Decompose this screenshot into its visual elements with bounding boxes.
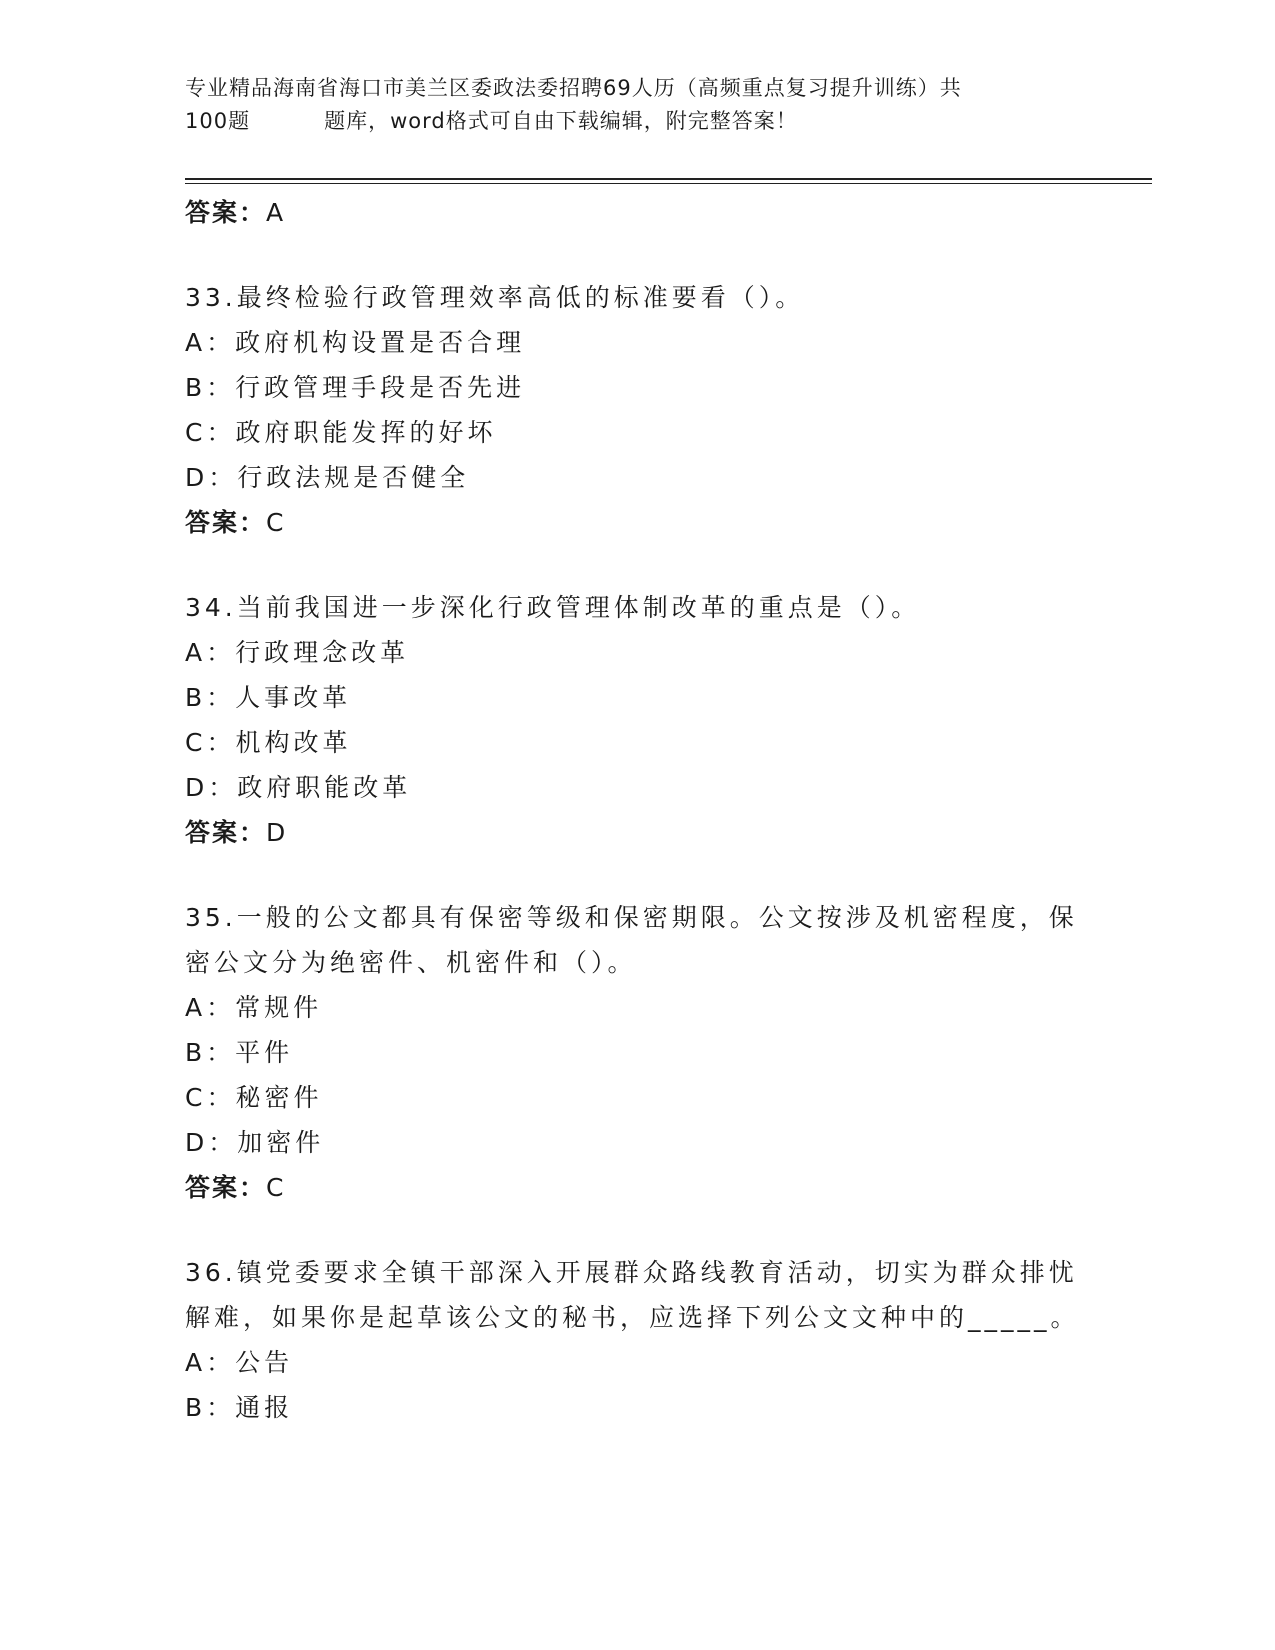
question-stem: 34.当前我国进一步深化行政管理体制改革的重点是（）。 (185, 593, 921, 622)
option-b: B：人事改革 (185, 683, 352, 712)
question-stem-line-1: 36.镇党委要求全镇干部深入开展群众路线教育活动，切实为群众排忧 (185, 1258, 1078, 1287)
question-stem-line-2: 解难，如果你是起草该公文的秘书，应选择下列公文文种中的_____。 (185, 1303, 1080, 1332)
option-a: A：常规件 (185, 993, 323, 1022)
option-d: D：加密件 (185, 1128, 325, 1157)
answer-value: C (266, 508, 286, 537)
answer-value: C (266, 1173, 286, 1202)
option-a: A：公告 (185, 1348, 294, 1377)
question-33 (185, 275, 1085, 545)
option-a: A：政府机构设置是否合理 (185, 328, 526, 357)
header-divider-thick (185, 178, 1152, 180)
header-question-count: 100题 (185, 109, 251, 133)
answer-value: D (266, 818, 288, 847)
option-a: A：行政理念改革 (185, 638, 410, 667)
answer-value: A (266, 198, 286, 227)
option-c: C：政府职能发挥的好坏 (185, 418, 497, 447)
option-b: B：通报 (185, 1393, 294, 1422)
document-body (185, 190, 1085, 1430)
question-stem-line-2: 密公文分为绝密件、机密件和（）。 (185, 948, 637, 977)
option-d: D：政府职能改革 (185, 773, 412, 802)
option-c: C：机构改革 (185, 728, 352, 757)
answer-label: 答案： (185, 1173, 267, 1202)
header-line-2 (185, 105, 1085, 138)
answer-line (185, 190, 1085, 235)
answer-line (185, 500, 1085, 545)
answer-line (185, 810, 1085, 855)
answer-line (185, 1165, 1085, 1210)
option-b: B：平件 (185, 1038, 294, 1067)
option-c: C：秘密件 (185, 1083, 323, 1112)
header-line-1: 专业精品海南省海口市美兰区委政法委招聘69人历（高频重点复习提升训练）共 (185, 76, 962, 100)
page-header (185, 72, 1085, 138)
question-35 (185, 895, 1085, 1210)
header-divider-thin (185, 183, 1152, 184)
option-d: D：行政法规是否健全 (185, 463, 470, 492)
question-36 (185, 1250, 1085, 1430)
answer-label: 答案： (185, 508, 267, 537)
question-34 (185, 585, 1085, 855)
answer-label: 答案： (185, 818, 267, 847)
question-stem: 33.最终检验行政管理效率高低的标准要看（）。 (185, 283, 805, 312)
option-b: B：行政管理手段是否先进 (185, 373, 526, 402)
question-stem-line-1: 35.一般的公文都具有保密等级和保密期限。公文按涉及机密程度，保 (185, 903, 1078, 932)
answer-label: 答案： (185, 198, 267, 227)
header-description: 题库，word格式可自由下载编辑，附完整答案！ (324, 109, 798, 133)
